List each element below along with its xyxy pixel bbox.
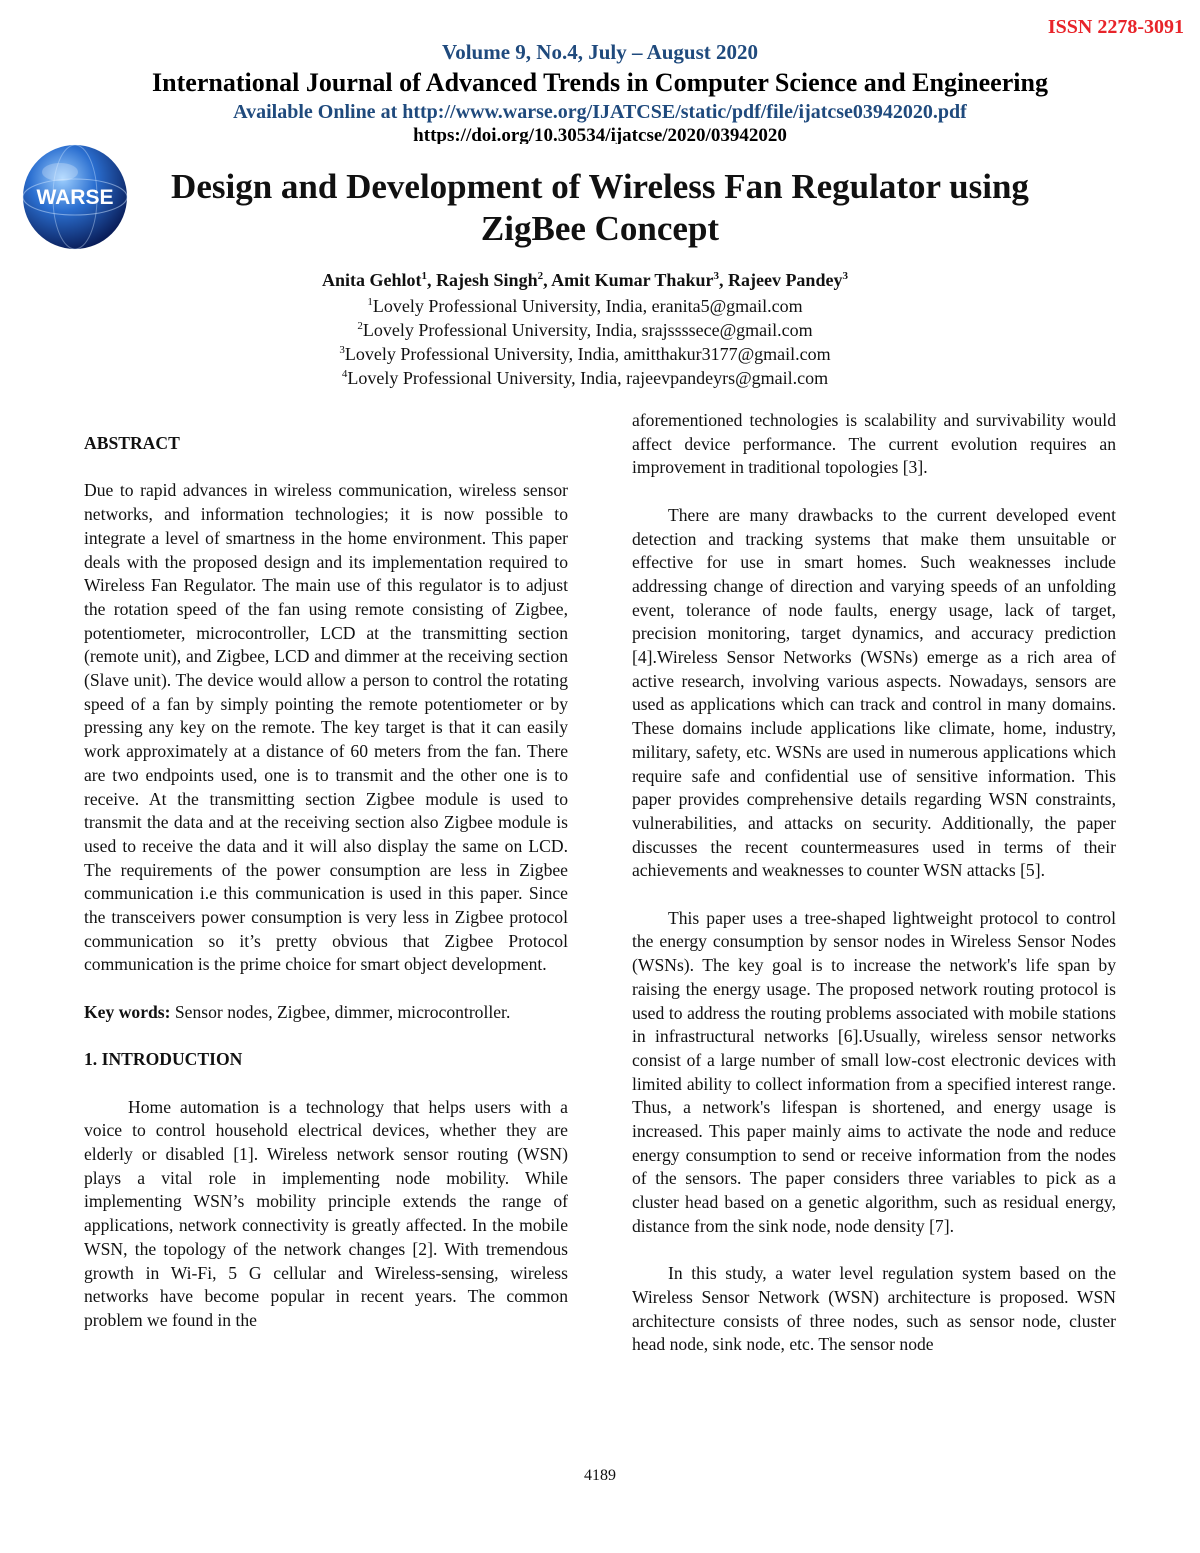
affiliation-text: Lovely Professional University, India, rajeevpandeyrs@gmail.com <box>347 368 829 388</box>
affiliation-sup: 2 <box>357 320 363 332</box>
author-sup: 3 <box>842 270 848 282</box>
affiliation <box>0 368 1170 389</box>
paragraph: In this study, a water level regulation system based on the Wireless Sensor Network (WSN) architecture is proposed. WSN architecture consists of three nodes, such as sensor node, cluster head node, sink node, etc. The sensor node <box>632 1263 1116 1355</box>
affiliation-text: Lovely Professional University, India, amitthakur3177@gmail.com <box>344 344 831 364</box>
affiliation <box>0 320 1170 341</box>
warse-logo-text: WARSE <box>36 186 114 209</box>
keywords-text: Sensor nodes, Zigbee, dimmer, microcontroller. <box>170 1001 511 1022</box>
abstract-heading: ABSTRACT <box>84 433 180 453</box>
author-name: Rajeev Pandey <box>727 270 843 290</box>
author-name: Rajesh Singh <box>436 270 538 290</box>
author-sup: 2 <box>537 270 544 282</box>
affiliation-text: Lovely Professional University, India, srajssssece@gmail.com <box>362 320 813 340</box>
keywords-line <box>84 1001 568 1025</box>
issn-label: ISSN 2278-3091 <box>1047 16 1184 38</box>
affiliation <box>0 344 1170 365</box>
journal-title: International Journal of Advanced Trends in Computer Science and Engineering <box>152 68 1048 97</box>
paper-title: Design and Development of Wireless Fan Regulator using ZigBee Concept <box>171 167 1029 248</box>
paragraph: aforementioned technologies is scalability and survivability would affect device performance. The current evolution requires an improvement in traditional topologies [3]. <box>632 410 1116 478</box>
introduction-heading: 1. INTRODUCTION <box>84 1049 243 1070</box>
left-column <box>84 432 568 1333</box>
affiliation-sup: 1 <box>367 296 373 308</box>
author-sup: 3 <box>713 270 719 282</box>
abstract-text: Due to rapid advances in wireless communication, wireless sensor networks, and information technologies; it is now possible to integrate a level of smartness in the home environment. This paper deals with the proposed design and its implementation required to Wireless Fan Regulator. The main use of this regulator is to adjust the rotation speed of the fan using remote consisting of Zigbee, potentiometer, microcontroller, LCD at the transmitting section (remote unit), and Zigbee, LCD and dimmer at the receiving section (Slave unit). The device would allow a person to control the rotating speed of a fan by simply pointing the remote potentiometer or by pressing any key on the remote. The key target is that it can easily work approximately at a distance of 60 meters from the fan. There are two endpoints used, one is to transmit and the other one is to receive. At the transmitting section Zigbee module is used to transmit the data and at the receiving section also Zigbee module is used to receive the data and it will also display the same on LCD. The requirements of the power consumption are less in Zigbee communication i.e this communication is used in this paper. Since the transceivers power consumption is very less in Zigbee protocol communication so it’s pretty obvious that Zigbee Protocol communication is the prime choice for smart object development. <box>84 480 568 975</box>
page-number: 4189 <box>584 1467 616 1484</box>
affiliation <box>0 296 1170 317</box>
doi-link[interactable]: https://doi.org/10.30534/ijatcse/2020/03942020 <box>413 125 787 144</box>
keywords-label: Key words: <box>84 1001 171 1022</box>
affiliation-sup: 4 <box>341 368 348 380</box>
right-column <box>632 409 1116 1357</box>
author-sup: 1 <box>421 270 428 282</box>
affiliation-sup: 3 <box>339 344 345 356</box>
available-online-link[interactable]: Available Online at http://www.warse.org/IJATCSE/static/pdf/file/ijatcse03942020.pdf <box>233 101 967 123</box>
paragraph: There are many drawbacks to the current developed event detection and tracking systems that make them unsuitable or effective for use in smart homes. Such weaknesses include addressing change of direction and varying speeds of an unfolding event, tolerance of node faults, energy usage, lack of target, precision monitoring, target dynamics, and accuracy prediction [4].Wireless Sensor Networks (WSNs) emerge as a rich area of active research, involving various aspects. Nowadays, sensors are used as applications which can track and control in many domains. These domains include applications like climate, home, industry, military, safety, etc. WSNs are used in numerous applications which require safe and confidential use of sensitive information. This paper provides comprehensive details regarding WSN constraints, vulnerabilities, and attacks on security. Additionally, the paper discusses the recent countermeasures used in terms of their achievements and weaknesses to counter WSN attacks [5]. <box>632 504 1116 881</box>
author-name: Anita Gehlot <box>322 270 422 290</box>
author-name: Amit Kumar Thakur <box>551 270 714 290</box>
warse-logo <box>20 142 130 252</box>
volume-line: Volume 9, No.4, July – August 2020 <box>441 40 759 64</box>
paragraph: This paper uses a tree-shaped lightweight protocol to control the energy consumption by sensor nodes in Wireless Sensor Nodes (WSNs). The key goal is to increase the network's life span by raising the energy usage. The proposed network routing protocol is used to address the routing problems associated with mobile stations in infrastructural networks [6].Usually, wireless sensor networks consist of a large number of small low-cost electronic devices with limited ability to collect information from a specified interest range. Thus, a network's lifespan is shortened, and energy usage is increased. This paper mainly aims to activate the node and reduce energy consumption to send or receive information from the nodes of the sensors. The paper considers three variables to pick as a cluster head based on a genetic algorithm, such as residual energy, distance from the sink node, node density [7]. <box>632 907 1116 1236</box>
introduction-text: Home automation is a technology that helps users with a voice to control household electrical devices, whether they are elderly or disabled [1]. Wireless network sensor routing (WSN) plays a vital role in implementing node mobility. While implementing WSN’s mobility principle extends the range of applications, network connectivity is greatly affected. In the mobile WSN, the topology of the network changes [2]. With tremendous growth in Wi-Fi, 5 G cellular and Wireless-sensing, wireless networks have become popular in recent years. The common problem we found in the <box>84 1096 568 1330</box>
affiliation-text: Lovely Professional University, India, eranita5@gmail.com <box>372 296 803 316</box>
author-list: Anita Gehlot$^1$, Rajesh Singh$^2$, Amit Kumar Thakur$^3$, Rajeev Pandey$^3$ <box>322 270 848 290</box>
